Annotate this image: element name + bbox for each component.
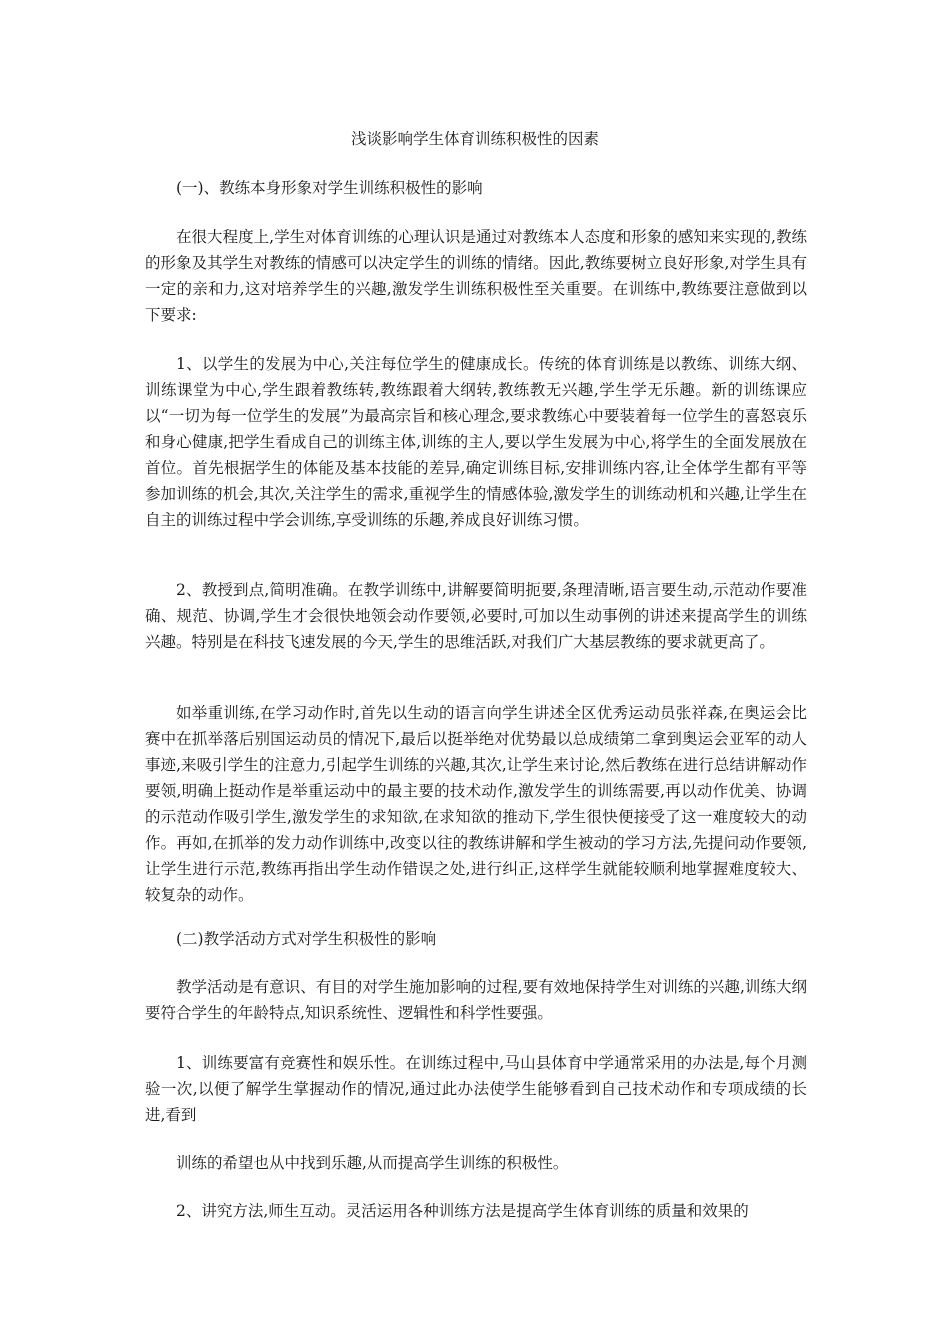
paragraph: 2、教授到点,简明准确。在教学训练中,讲解要简明扼要,条理清晰,语言要生动,示范动作要准确、规范、协调,学生才会很快地领会动作要领,必要时,可加以生动事例的讲述来提高学生的训练兴趣。特别是在科技飞速发展的今天,学生的思维活跃,对我们广大基层教练的要求就更高了。 xyxy=(145,581,807,651)
paragraph: 1、以学生的发展为中心,关注每位学生的健康成长。传统的体育训练是以教练、训练大纲、训练课堂为中心,学生跟着教练转,教练跟着大纲转,教练教无兴趣,学生学无乐趣。新的训练课应以“一切为每一位学生的发展”为最高宗旨和核心理念,要求教练心中要装着每一位学生的喜怒哀乐和身心健康,把学生看成自己的训练主体,训练的主人,要以学生发展为中心,将学生的全面发展放在首位。首先根据学生的体能及基本技能的差异,确定训练目标,安排训练内容,让全体学生都有平等参加训练的机会,其次,关注学生的需求,重视学生的情感体验,激发学生的训练动机和兴趣,让学生在自主的训练过程中学会训练,享受训练的乐趣,养成良好训练习惯。 xyxy=(145,355,807,529)
section-2-heading: (二)教学活动方式对学生积极性的影响 xyxy=(176,930,437,948)
paragraph: 训练的希望也从中找到乐趣,从而提高学生训练的积极性。 xyxy=(176,1154,569,1172)
paragraph: 2、讲究方法,师生互动。灵活运用各种训练方法是提高学生体育训练的质量和效果的 xyxy=(176,1202,749,1220)
document-title: 浅谈影响学生体育训练积极性的因素 xyxy=(350,130,599,148)
paragraph: 1、训练要富有竞赛性和娱乐性。在训练过程中,马山县体育中学通常采用的办法是,每个月测验一次,以便了解学生掌握动作的情况,通过此办法使学生能够看到自己技术动作和专项成绩的长进,看到 xyxy=(145,1054,807,1124)
section-1-heading: (一)、教练本身形象对学生训练积极性的影响 xyxy=(176,179,483,197)
paragraph: 在很大程度上,学生对体育训练的心理认识是通过对教练本人态度和形象的感知来实现的,教练的形象及其学生对教练的情感可以决定学生的训练的情绪。因此,教练要树立良好形象,对学生具有一定的亲和力,这对培养学生的兴趣,激发学生训练积极性至关重要。在训练中,教练要注意做到以下要求: xyxy=(145,228,807,324)
paragraph: 教学活动是有意识、有目的对学生施加影响的过程,要有效地保持学生对训练的兴趣,训练大纲要符合学生的年龄特点,知识系统性、逻辑性和科学性要强。 xyxy=(145,978,807,1022)
paragraph: 如举重训练,在学习动作时,首先以生动的语言向学生讲述全区优秀运动员张祥森,在奥运会比赛中在抓举落后别国运动员的情况下,最后以挺举绝对优势最以总成绩第二拿到奥运会亚军的动人事迹,来吸引学生的注意力,引起学生训练的兴趣,其次,让学生来讨论,然后教练在进行总结讲解动作要领,明确上挺动作是举重运动中的最主要的技术动作,激发学生的训练需要,再以动作优美、协调的示范动作吸引学生,激发学生的求知欲,在求知欲的推动下,学生很快便接受了这一难度较大的动作。再如,在抓举的发力动作训练中,改变以往的教练讲解和学生被动的学习方法,先提问动作要领,让学生进行示范,教练再指出学生动作错误之处,进行纠正,这样学生就能较顺利地掌握难度较大、较复杂的动作。 xyxy=(145,704,807,904)
